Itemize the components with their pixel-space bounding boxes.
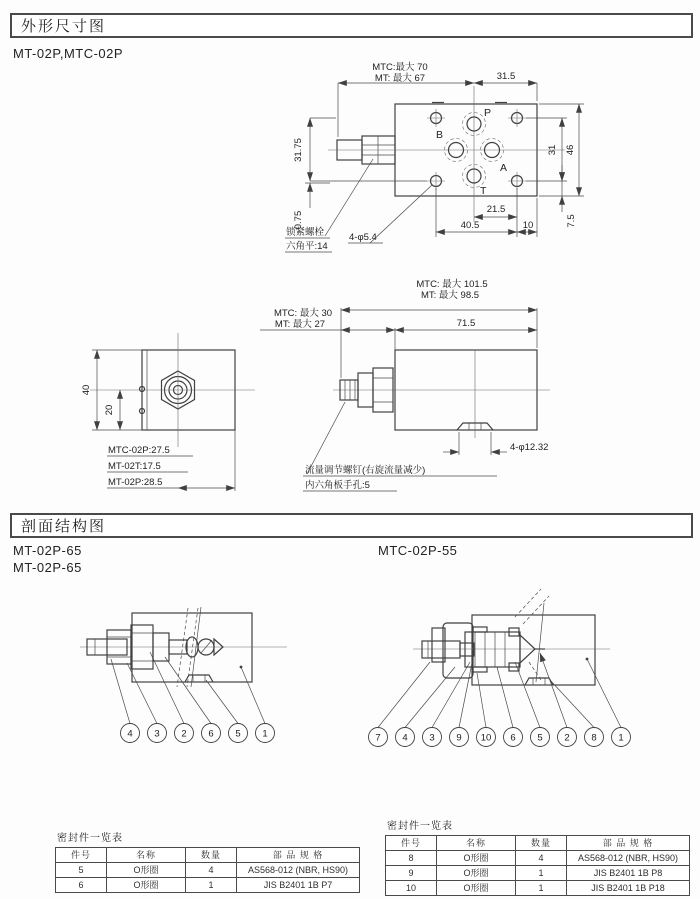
table-row [386,866,690,881]
balloon-number: 5 [537,732,543,744]
port-label-p: P [484,107,492,119]
cell-qty: 4 [186,863,237,878]
ports [436,107,507,197]
col-header-name: 名称 [107,848,186,863]
cell-spec: JIS B2401 1B P8 [567,866,690,881]
cell-qty: 1 [186,878,237,893]
table-header-row [56,848,360,863]
cell-qty: 4 [516,851,567,866]
cross-section-left-leaders [111,652,265,724]
table-row [386,851,690,866]
dim-label: 31.75 [293,138,304,162]
seal-parts-section-left [55,829,360,893]
cell-spec: JIS B2401 1B P18 [567,881,690,896]
cell-name: O形圈 [437,881,516,896]
cell-part-no: 6 [56,878,107,893]
balloon-number: 10 [480,732,492,744]
balloon-number: 2 [181,728,187,740]
cell-spec: AS568-012 (NBR, HS90) [567,851,690,866]
top-view-drawing [280,60,610,265]
balloon-number: 4 [127,728,133,740]
cell-part-no: 10 [386,881,437,896]
dim-right-heights [526,104,584,228]
dim-label: 7.5 [566,214,577,228]
model-label-top: MT-02P,MTC-02P [13,46,124,61]
balloon-number: 4 [402,732,408,744]
balloon-number: 3 [429,732,435,744]
seal-parts-table-left [55,847,360,893]
balloon-number: 8 [591,732,597,744]
table-row [56,878,360,893]
section-title-structure [10,513,693,538]
valve-body-outline [395,103,537,197]
section-title-text: 外形尺寸图 [21,18,107,35]
mounting-holes [427,109,526,190]
variant-dim-label: MT-02P:28.5 [108,477,163,488]
cross-section-right-outline [413,589,610,685]
balloon-number: 6 [510,732,516,744]
dim-label: 0.75 [293,210,304,230]
model-label-cross-left-1: MT-02P-65 [13,543,82,558]
note-holes: 4-φ5.4 [349,232,377,243]
cross-section-left-balloons [121,724,275,743]
dim-label: 31.5 [496,71,516,82]
note-hex-flat: 六角平:14 [286,241,328,252]
dim-label: MT: 最大 98.5 [420,290,480,301]
seal-table-title: 密封件一览表 [57,833,123,844]
cell-spec: JIS B2401 1B P7 [237,878,360,893]
cross-section-right-leaders [378,653,621,728]
cell-spec: AS568-012 (NBR, HS90) [237,863,360,878]
note-hex-socket: 内六角板手孔:5 [305,480,370,491]
dim-top-width [338,61,537,137]
cross-section-right-drawing [355,583,665,760]
dim-label: MTC:最大 70 [372,62,428,73]
variant-dim-label: MTC-02P:27.5 [108,445,170,456]
dim-left-height [293,118,427,229]
note-flow-adjust: 流量调节螺钉(右旋流量减少) [305,465,426,476]
col-header-name: 名称 [437,836,516,851]
balloon-number: 9 [456,732,462,744]
cell-part-no: 8 [386,851,437,866]
variant-dim-label: MT-02T:17.5 [108,461,161,472]
dim-label: 71.5 [456,318,476,329]
cross-section-left-drawing [55,595,335,760]
col-header-part-no: 件号 [56,848,107,863]
balloon-number: 1 [618,732,624,744]
section-title-dimensions [10,13,693,38]
port-label-t: T [480,185,487,197]
cell-name: O形圈 [437,866,516,881]
table-row [386,881,690,896]
dim-label: 21.5 [486,204,506,215]
dim-label: MT: 最大 67 [374,73,426,84]
dim-label: 4-φ12.32 [510,442,549,453]
col-header-spec: 部 品 规 格 [237,848,360,863]
model-label-cross-left-2: MT-02P-65 [13,560,82,575]
dim-bottom-widths [436,188,537,237]
balloon-number: 5 [235,728,241,740]
balloon-number: 7 [375,732,381,744]
seal-parts-section-right [385,817,690,896]
port-label-b: B [436,129,444,141]
cell-qty: 1 [516,866,567,881]
dim-label: MTC: 最大 101.5 [416,279,488,290]
center-lines [328,86,565,222]
dim-label: 31 [547,144,558,156]
cell-name: O形圈 [107,878,186,893]
note-lock-bolt: 锁紧螺栓 [286,227,325,238]
cross-section-left-outline [80,607,287,687]
dim-label: MT: 最大 27 [274,319,326,330]
balloon-number: 6 [208,728,214,740]
cell-name: O形圈 [437,851,516,866]
col-header-spec: 部 品 规 格 [567,836,690,851]
dim-label: 10 [522,220,534,231]
table-header-row [386,836,690,851]
side-and-end-view-drawing [60,275,640,510]
side-view [260,278,550,491]
leader-notes [285,159,432,252]
table-row [56,863,360,878]
cell-name: O形圈 [107,863,186,878]
dim-label: MTC: 最大 30 [273,308,333,319]
end-view [81,333,255,491]
cell-part-no: 5 [56,863,107,878]
balloon-number: 1 [262,728,268,740]
col-header-qty: 数量 [186,848,237,863]
dim-label: 40 [81,384,92,396]
cell-qty: 1 [516,881,567,896]
port-label-a: A [500,162,508,174]
dim-label: 46 [565,144,576,156]
dim-label: 40.5 [460,220,480,231]
balloon-number: 2 [564,732,570,744]
section-title-text: 剖面结构图 [21,518,107,535]
seal-table-title: 密封件一览表 [387,821,453,832]
model-label-cross-right: MTC-02P-55 [378,543,458,558]
col-header-qty: 数量 [516,836,567,851]
dim-label: 20 [104,404,115,416]
cell-part-no: 9 [386,866,437,881]
seal-parts-table-right [385,835,690,896]
col-header-part-no: 件号 [386,836,437,851]
cross-section-right-balloons [369,728,631,747]
balloon-number: 3 [154,728,160,740]
